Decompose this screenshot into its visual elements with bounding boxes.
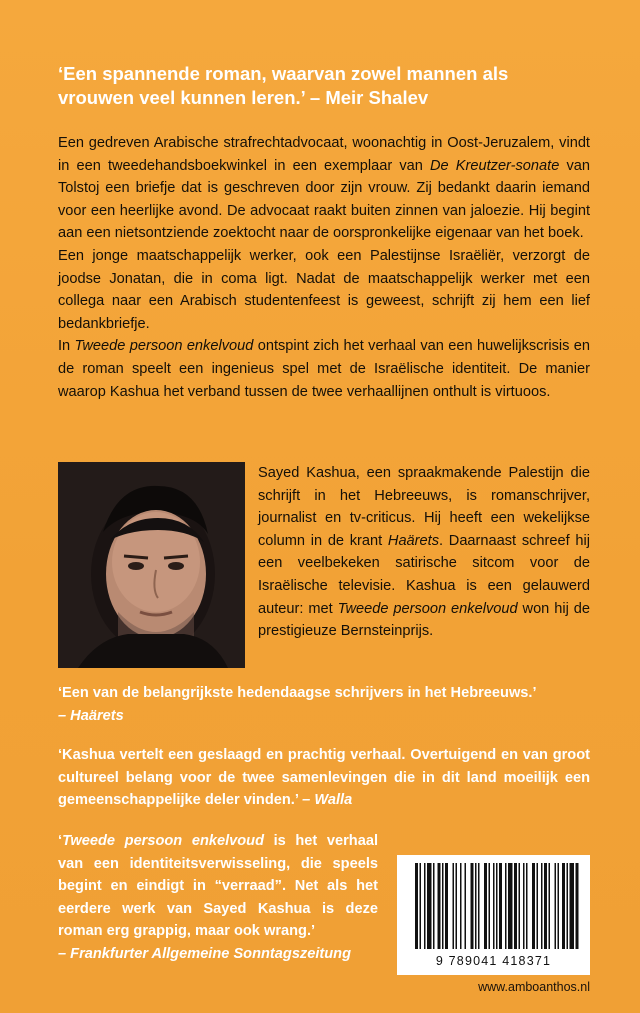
barcode-bar	[576, 863, 579, 949]
synopsis-text: ontspint zich het verhaal van een huwelijkscrisis en de roman speelt een ingenieus spel met de Israëlische identiteit. De manier waarop Kashua het verband tussen de twee verhaallijnen onthult is virtuoos.	[58, 338, 590, 400]
barcode-bar	[465, 863, 467, 949]
barcode-bar	[442, 863, 444, 949]
book-title-reference: De Kreutzer-sonate	[429, 157, 560, 174]
barcode-bar	[549, 863, 551, 949]
barcode-bar	[493, 863, 495, 949]
barcode-bar	[523, 863, 525, 949]
barcode-bar	[541, 863, 543, 949]
review-text: ‘Kashua vertelt een geslaagd en prachtig verhaal. Overtuigend en van groot cultureel belang voor de twee samenlevingen die in dit land moeilijk een gemeenschappelijke deler vinden.’	[58, 747, 590, 809]
barcode-bars	[397, 855, 590, 955]
review-source: – Frankfurter Allgemeine Sonntagszeitung	[58, 945, 352, 962]
barcode-bar	[475, 863, 477, 949]
top-quote-author: – Meir Shalev	[309, 87, 429, 108]
barcode-bar	[456, 863, 458, 949]
barcode-bar	[420, 863, 422, 949]
publisher-url: www.amboanthos.nl	[478, 980, 590, 994]
barcode-bar	[562, 863, 565, 949]
barcode-bar	[445, 863, 448, 949]
barcode-bar	[489, 863, 491, 949]
author-photo	[58, 462, 245, 668]
review-quote	[58, 682, 590, 727]
barcode-bar	[471, 863, 474, 949]
review-quote: ‘Tweede persoon enkelvoud is het verhaal van een identiteitsverwisseling, die speels begint en eindigt in “verraad”. Net als het eerdere werk van Sayed Kashua is deze roman erg grappig, maar ook wrang.’ – Frankfurter Allgemeine Sonntagszeitung	[58, 830, 378, 966]
review-text: ‘Een van de belangrijkste hedendaagse schrijvers in het Hebreeuws.’	[58, 685, 537, 701]
barcode-bar	[519, 863, 521, 949]
barcode-bar	[537, 863, 539, 949]
barcode-bar	[567, 863, 569, 949]
review-quote	[58, 744, 590, 812]
author-portrait-image	[58, 462, 245, 668]
review-source: – Haärets	[58, 707, 124, 724]
top-quote	[58, 62, 578, 110]
synopsis-text: van Tolstoj een briefje dat is geschreven door zijn vrouw. Zij bedankt daarin iemand voor een heerlijke avond. De advocaat raakt buiten zinnen van jaloezie. Hij begint aan een nietsontziende zoektocht naar de oorspronkelijke eigenaar van het boek.	[58, 157, 590, 242]
book-title-reference: Tweede persoon enkelvoud	[74, 338, 254, 355]
author-bio	[258, 462, 590, 643]
barcode-bar	[433, 863, 435, 949]
barcode-bar	[438, 863, 441, 949]
barcode-bar	[424, 863, 426, 949]
barcode-bar	[499, 863, 502, 949]
barcode-bar	[526, 863, 528, 949]
synopsis	[58, 132, 590, 403]
barcode-bar	[508, 863, 513, 949]
review-source: – Walla	[302, 792, 353, 809]
barcode-bar	[514, 863, 517, 949]
isbn-barcode	[397, 855, 590, 975]
barcode-bar	[558, 863, 560, 949]
barcode-bar	[555, 863, 557, 949]
author-bio-text: Sayed Kashua, een spraakmakende Palestijn die schrijft in het Hebreeuws, is romanschrijver, journalist en tv-criticus. Hij heeft een wekelijkse column in de krant	[258, 465, 590, 549]
barcode-bar	[460, 863, 462, 949]
book-title-reference: Tweede persoon enkelvoud	[62, 833, 265, 849]
synopsis-text: Een gedreven Arabische strafrechtadvocaat, woonachtig in Oost-Jeruzalem, vindt in een tweedehandsboekwinkel in een exemplaar van	[58, 135, 590, 174]
synopsis-text: In	[58, 338, 75, 355]
synopsis-paragraph-3	[58, 335, 590, 403]
barcode-bar	[453, 863, 455, 949]
barcode-bar	[415, 863, 418, 949]
barcode-bar	[570, 863, 575, 949]
newspaper-name: Haärets	[387, 532, 440, 549]
barcode-bar	[505, 863, 507, 949]
barcode-bar	[478, 863, 480, 949]
top-quote-text: ‘Een spannende roman, waarvan zowel mannen als vrouwen veel kunnen leren.’	[58, 63, 509, 108]
author-bio-text: won hij de prestigieuze Bernsteinprijs.	[258, 600, 590, 640]
barcode-bar	[484, 863, 487, 949]
barcode-bar	[544, 863, 547, 949]
synopsis-paragraph-2: Een jonge maatschappelijk werker, ook een Palestijnse Israëliër, verzorgt de joodse Jonatan, die in coma ligt. Nadat de maatschappelijk werker met een collega naar een Arabisch studentenfeest is geweest, schrijft zij hem een lief bedankbriefje.	[58, 247, 590, 332]
barcode-bar	[496, 863, 498, 949]
synopsis-paragraph-1	[58, 132, 590, 245]
barcode-bar	[532, 863, 535, 949]
review-text: is het verhaal van een identiteitsverwisseling, die speels begint en eindigt in “verraad”. Net als het eerdere werk van Sayed Kashua is deze roman erg grappig, maar ook wrang.’	[58, 833, 378, 940]
isbn-number: 9 789041 418371	[435, 954, 552, 968]
author-bio-text: . Daarnaast schreef hij een veelbekeken satirische sitcom voor de Israëlische televisie. Kashua is een gelauwerd auteur: met	[258, 532, 590, 617]
book-title-reference: Tweede persoon enkelvoud	[337, 600, 518, 617]
barcode-bar	[427, 863, 432, 949]
